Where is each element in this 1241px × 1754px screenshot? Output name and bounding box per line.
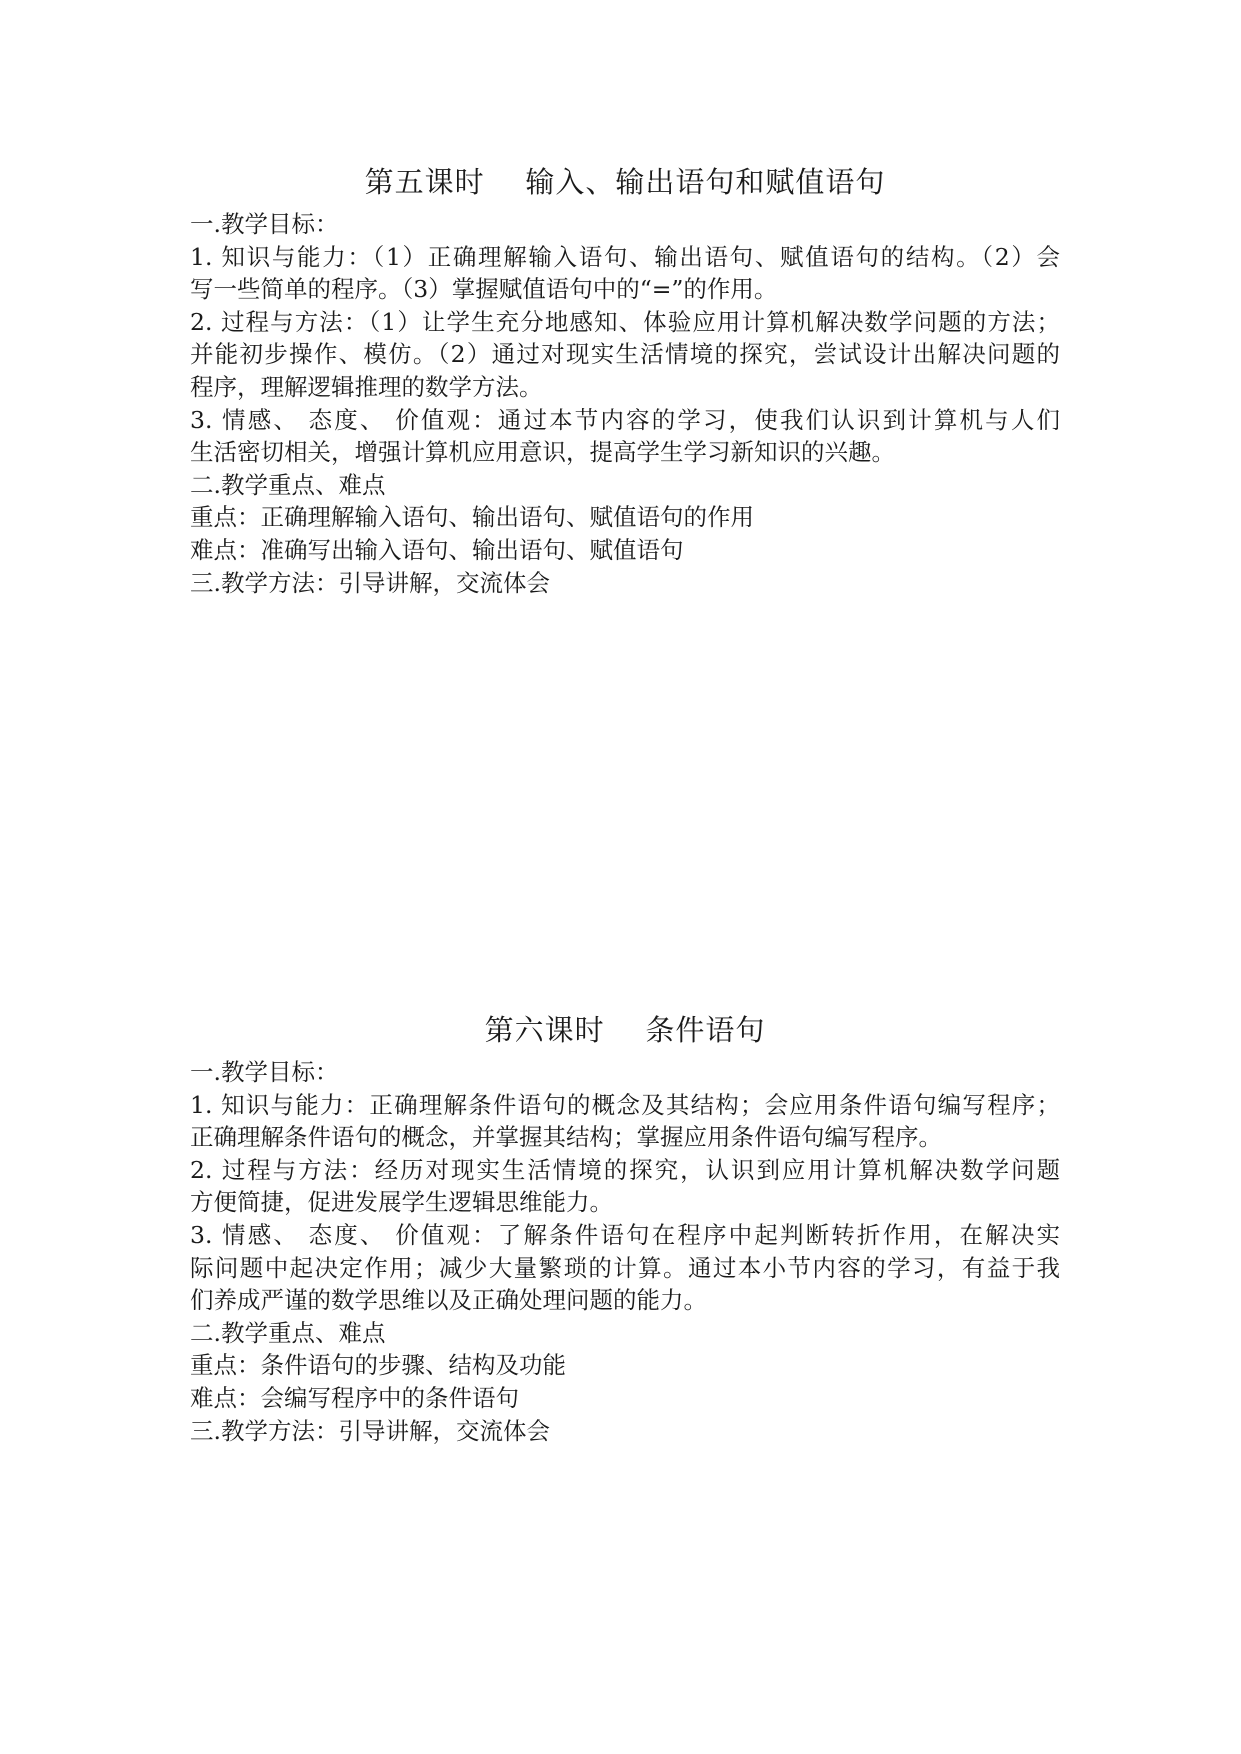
key-point-line: 重点：条件语句的步骤、结构及功能: [190, 1351, 566, 1380]
objective-line: 3. 情感、 态度、 价值观：了解条件语句在程序中起判断转折作用，在解决实: [190, 1220, 1060, 1249]
objective-line: 写一些简单的程序。（3）掌握赋值语句中的“=”的作用。: [190, 275, 778, 304]
objective-line: 2. 过程与方法：经历对现实生活情境的探究，认识到应用计算机解决数学问题: [190, 1155, 1060, 1184]
objective-line: 2. 过程与方法：（1）让学生充分地感知、体验应用计算机解决数学问题的方法；: [190, 307, 1060, 336]
key-points-heading: 二.教学重点、难点: [190, 1318, 386, 1347]
key-points-heading: 二.教学重点、难点: [190, 470, 386, 499]
lesson-5-title: 第五课时 输入、输出语句和赋值语句: [364, 165, 886, 199]
objective-line: 并能初步操作、模仿。（2）通过对现实生活情境的探究，尝试设计出解决问题的: [190, 340, 1060, 369]
objective-line: 程序，理解逻辑推理的数学方法。: [190, 372, 543, 401]
objective-line: 们养成严谨的数学思维以及正确处理问题的能力。: [190, 1286, 707, 1315]
objective-line: 1. 知识与能力：（1）正确理解输入语句、输出语句、赋值语句的结构。（2）会: [190, 242, 1060, 271]
lesson-5-section: [190, 160, 1060, 599]
objective-line: 方便简捷，促进发展学生逻辑思维能力。: [190, 1188, 613, 1217]
objectives-heading: 一.教学目标：: [190, 210, 339, 238]
objective-line: 际问题中起决定作用；减少大量繁琐的计算。通过本小节内容的学习，有益于我: [190, 1253, 1060, 1282]
difficulty-line: 难点：准确写出输入语句、输出语句、赋值语句: [190, 535, 684, 564]
objective-line: 正确理解条件语句的概念，并掌握其结构；掌握应用条件语句编写程序。: [190, 1123, 942, 1152]
objective-line: 3. 情感、 态度、 价值观：通过本节内容的学习，使我们认识到计算机与人们: [190, 405, 1060, 434]
objective-line: 生活密切相关，增强计算机应用意识，提高学生学习新知识的兴趣。: [190, 438, 895, 467]
teaching-method-line: 三.教学方法：引导讲解，交流体会: [190, 568, 550, 597]
lesson-6-title: 第六课时 条件语句: [484, 1013, 766, 1047]
lesson-6-section: [190, 1008, 1060, 1447]
objective-line: 1. 知识与能力：正确理解条件语句的概念及其结构；会应用条件语句编写程序；: [190, 1090, 1060, 1119]
difficulty-line: 难点：会编写程序中的条件语句: [190, 1383, 519, 1412]
teaching-method-line: 三.教学方法：引导讲解，交流体会: [190, 1416, 550, 1445]
key-point-line: 重点：正确理解输入语句、输出语句、赋值语句的作用: [190, 503, 754, 532]
objectives-heading: 一.教学目标：: [190, 1058, 339, 1086]
